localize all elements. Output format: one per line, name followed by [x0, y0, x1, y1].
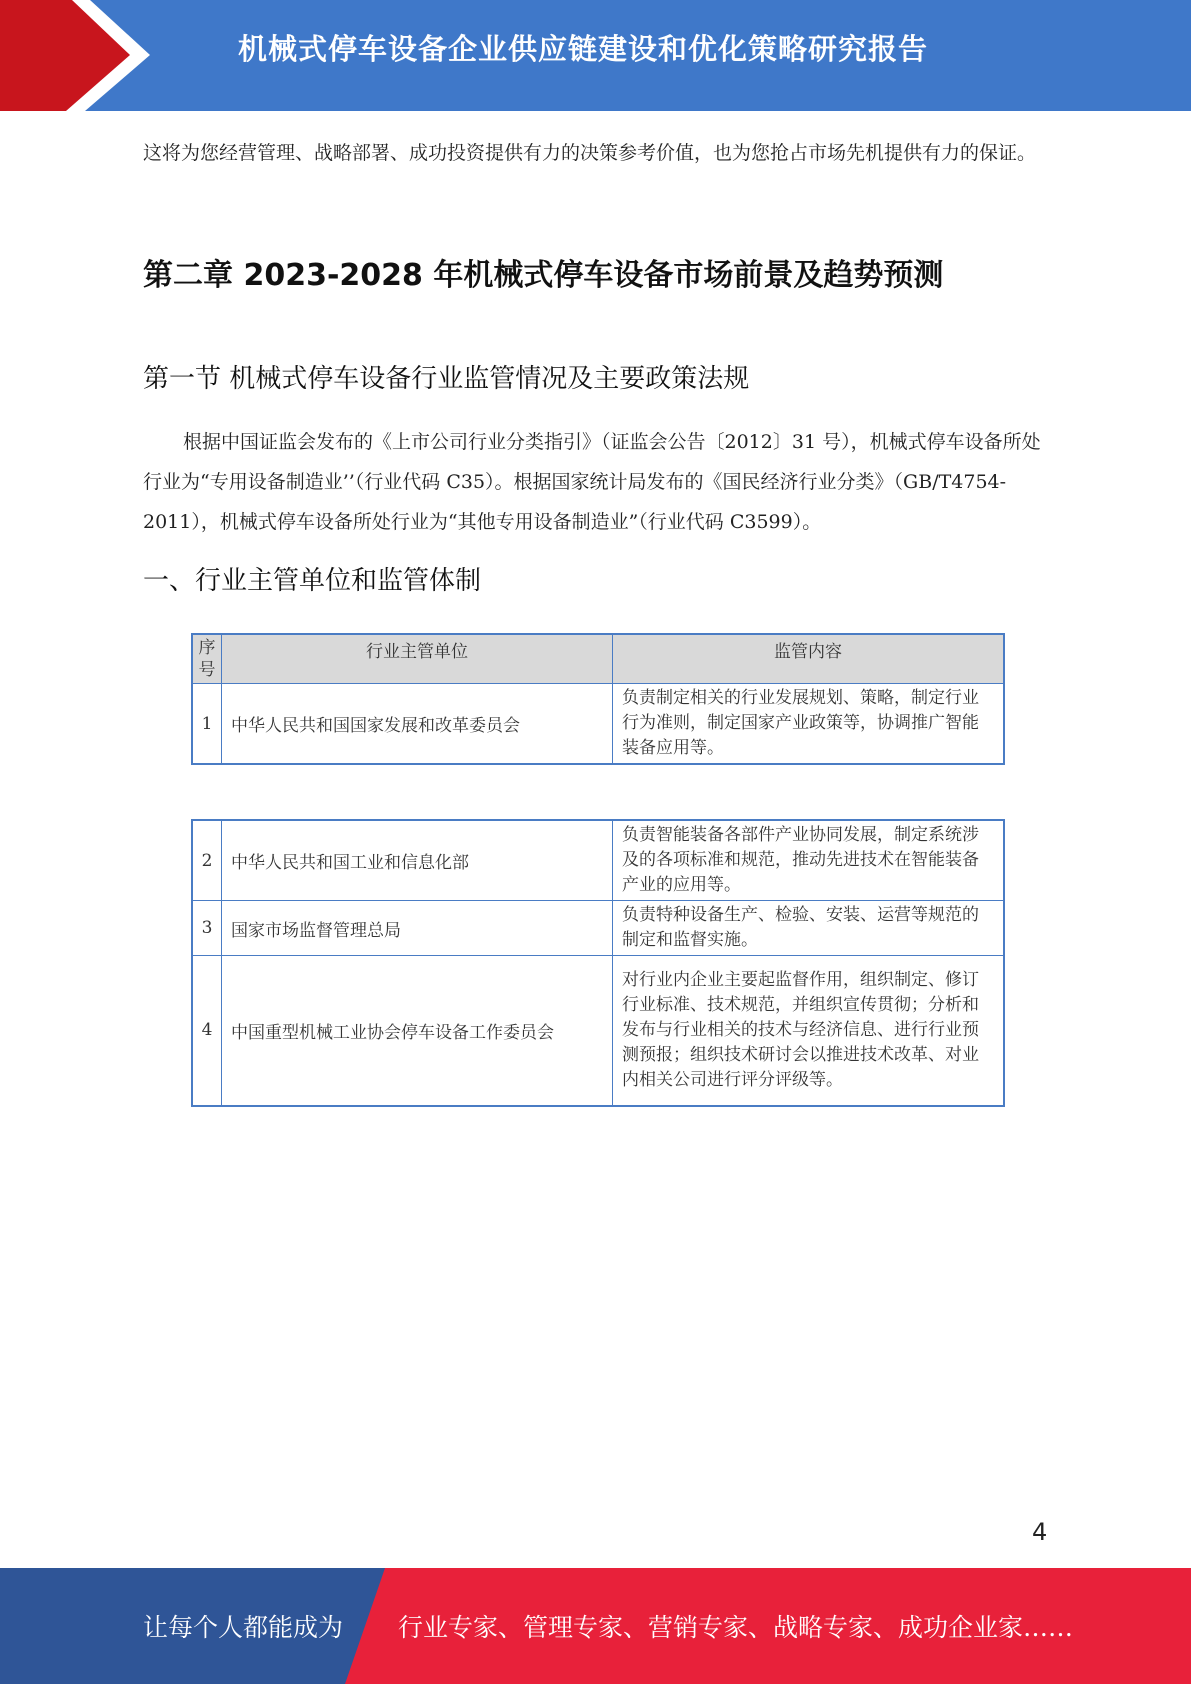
row-content: 负责特种设备生产、检验、安装、运营等规范的制定和监督实施。	[613, 901, 1005, 956]
page-header	[0, 0, 1191, 111]
intro-paragraph: 这将为您经营管理、战略部署、成功投资提供有力的决策参考价值，也为您抢占市场先机提供有力的保证。	[143, 142, 1037, 164]
section-paragraph: 根据中国证监会发布的《上市公司行业分类指引》（证监会公告〔2012〕31 号），机械式停车设备所处行业为“专用设备制造业’’（行业代码 C35）。根据国家统计局发布的《国民经济行业分类》（GB/T4754-2011），机械式停车设备所处行业为“其他专用设备制造业”（行业代码 C3599）。	[143, 431, 1041, 533]
row-unit: 中华人民共和国国家发展和改革委员会	[222, 684, 613, 765]
section-title: 第一节 机械式停车设备行业监管情况及主要政策法规	[143, 364, 750, 394]
table-row	[192, 956, 1004, 1106]
regulator-table-part2	[191, 819, 1005, 1107]
subheading: 一、行业主管单位和监管体制	[143, 566, 482, 596]
row-content: 对行业内企业主要起监督作用，组织制定、修订行业标准、技术规范，并组织宣传贯彻；分析和发布与行业相关的技术与经济信息、进行行业预测预报；组织技术研讨会以推进技术改革、对业内相关公司进行评分评级等。	[613, 956, 1005, 1106]
header-num: 序号	[192, 634, 222, 684]
row-num: 3	[192, 901, 222, 956]
footer-slogan-left: 让每个人都能成为	[143, 1613, 344, 1642]
table-row	[192, 820, 1004, 901]
chapter-title: 第二章 2023-2028 年机械式停车设备市场前景及趋势预测	[143, 258, 944, 293]
page-number: 4	[1032, 1518, 1048, 1546]
row-num: 4	[192, 956, 222, 1106]
regulator-table-part1	[191, 633, 1005, 765]
table-row	[192, 684, 1004, 765]
header-content: 监管内容	[613, 634, 1005, 684]
row-unit: 国家市场监督管理总局	[222, 901, 613, 956]
row-unit: 中国重型机械工业协会停车设备工作委员会	[222, 956, 613, 1106]
row-unit: 中华人民共和国工业和信息化部	[222, 820, 613, 901]
header-unit: 行业主管单位	[222, 634, 613, 684]
footer-slogan-right: 行业专家、管理专家、营销专家、战略专家、成功企业家……	[398, 1613, 1074, 1642]
table-row	[192, 901, 1004, 956]
report-title: 机械式停车设备企业供应链建设和优化策略研究报告	[238, 32, 929, 66]
page-footer	[0, 1568, 1191, 1684]
row-content: 负责制定相关的行业发展规划、策略，制定行业行为准则，制定国家产业政策等，协调推广智能装备应用等。	[613, 684, 1005, 765]
row-num: 1	[192, 684, 222, 765]
row-content: 负责智能装备各部件产业协同发展，制定系统涉及的各项标准和规范，推动先进技术在智能装备产业的应用等。	[613, 820, 1005, 901]
row-num: 2	[192, 820, 222, 901]
table-header-row	[192, 634, 1004, 684]
